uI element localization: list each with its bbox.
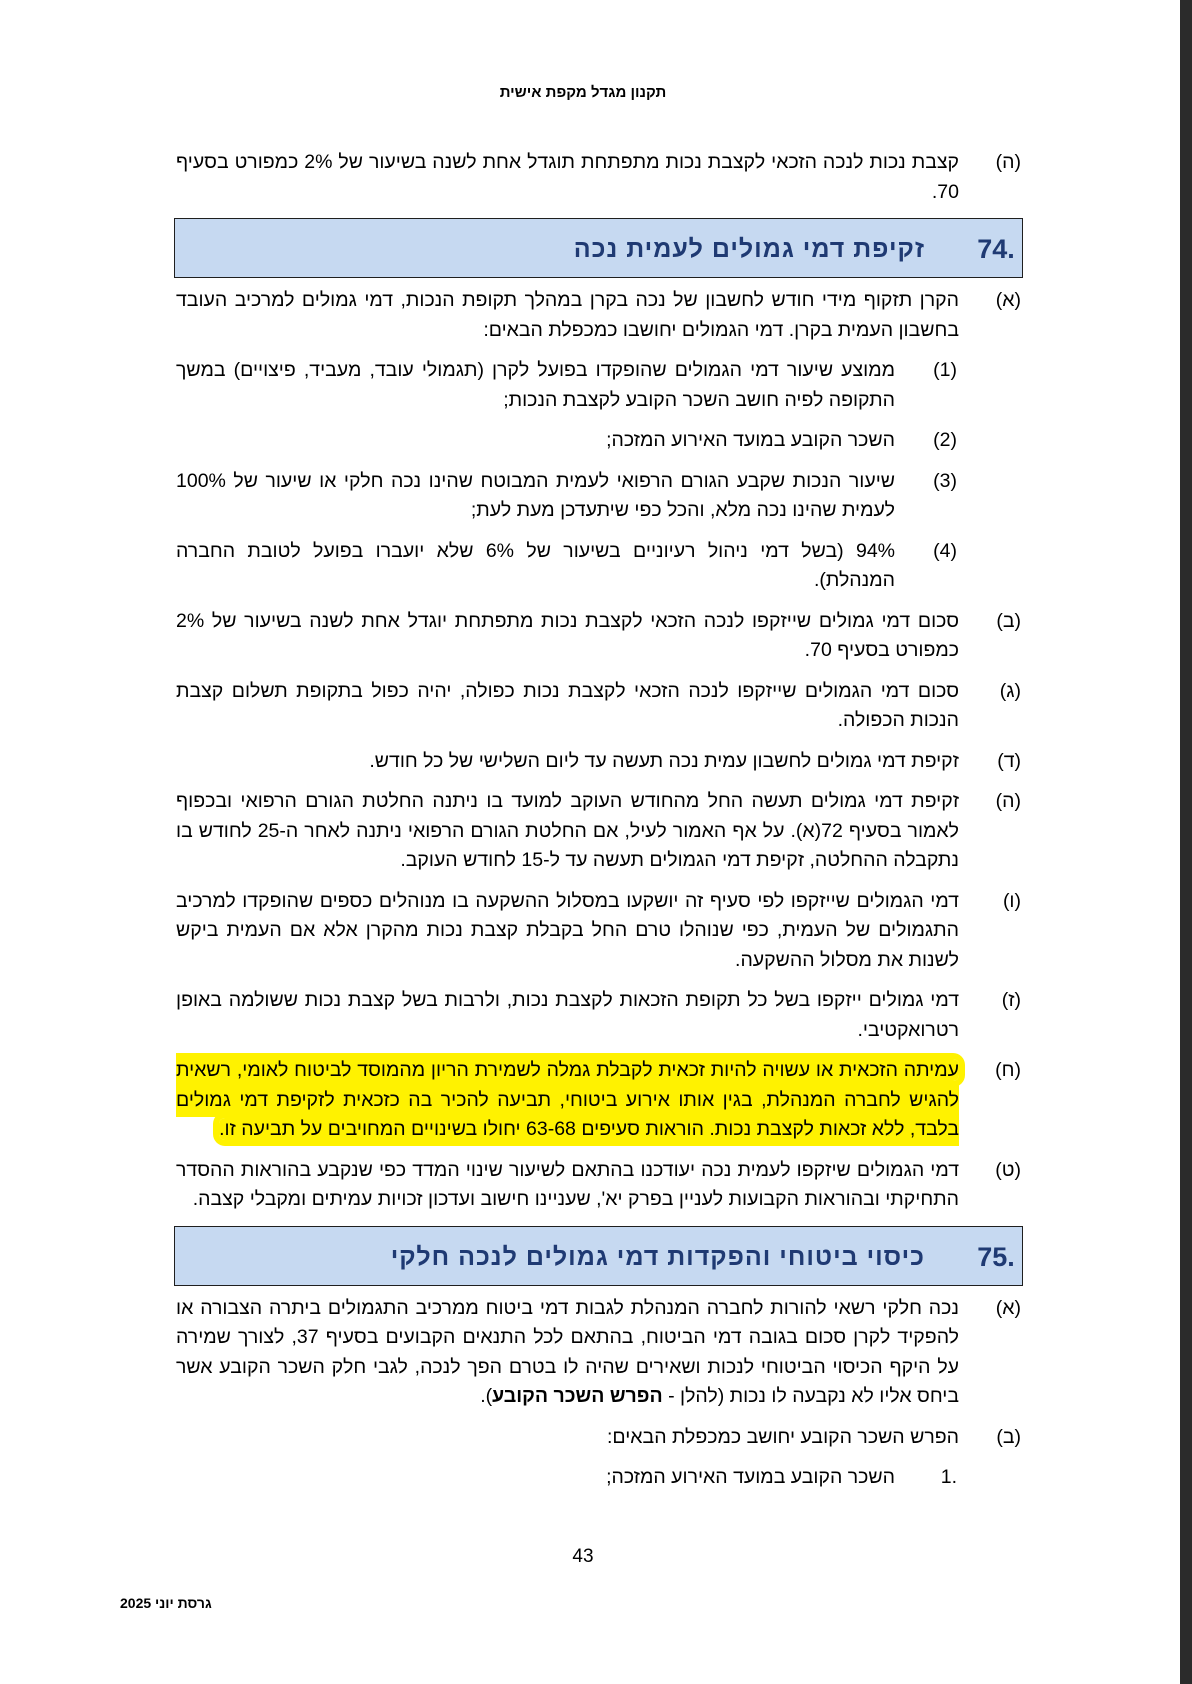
paragraph-74-g [176, 677, 1021, 736]
page-number: 43 [572, 1546, 594, 1567]
paragraph-label: (א) [995, 289, 1021, 311]
paragraph-text: נכה חלקי רשאי להורות לחברה המנהלת לגבות דמי ביטוח ממרכיב התגמולים ביתרה הצבורה או להפקיד לקרן סכום בגובה דמי הביטוח, בהתאם לכל התנאים הקבועים בסעיף 37, לצורך שמירה על היקף הכיסוי הביטוחי לנכות ושאירים שהיה לו בטרם הפך לנכה, לגבי חלק השכר הקובע אשר ביחס אליו לא נקבעה לו נכות (להלן - [176, 1296, 960, 1407]
paragraph-label: (ח) [995, 1059, 1021, 1081]
paragraph-text: השכר הקובע במועד האירוע המזכה; [606, 1466, 895, 1488]
page-header: תקנון מגדל מקפת אישית [499, 84, 667, 101]
paragraph-74-a-1 [176, 356, 1021, 415]
paragraph-text: שיעור הנכות שקבע הגורם הרפואי לעמית המבוטח שהינו נכה חלקי או שיעור של 100% לעמית שהינו נכה מלא, והכל כפי שיתעדכן מעת לעת; [176, 469, 895, 521]
paragraph-75-b-1 [176, 1463, 1021, 1493]
paragraph-label: (א) [995, 1296, 1021, 1319]
paragraph-label: (ז) [1001, 989, 1021, 1011]
window-edge [1180, 0, 1192, 1684]
paragraph-text: קצבת נכות לנכה הזכאי לקצבת נכות מתפתחת תוגדל אחת לשנה בשיעור של 2% כמפורט בסעיף 70. [176, 151, 959, 203]
paragraph-label: (3) [933, 469, 957, 492]
paragraph-text: זקיפת דמי גמולים לחשבון עמית נכה תעשה עד ליום השלישי של כל חודש. [369, 749, 959, 772]
paragraph-74-z [176, 986, 1021, 1045]
paragraph-text: ממוצע שיעור דמי הגמולים שהופקדו בפועל לקרן (תגמולי עובד, מעביד, פיצויים) במשך התקופה לפיה חושב השכר הקובע לקצבת הנכות; [176, 359, 895, 411]
paragraph-text-end: ). [480, 1385, 493, 1407]
section-title: כיסוי ביטוחי והפקדות דמי גמולים לנכה חלקי [390, 1242, 925, 1271]
paragraph-text: זקיפת דמי גמולים תעשה החל מהחודש העוקב למועד בו ניתנה החלטת הגורם הרפואי ובכפוף לאמור בסעיף 72(א). על אף האמור לעיל, אם החלטת הגורם הרפואי ניתנה לאחר ה-25 לחודש בו נתקבלה ההחלטה, זקיפת דמי הגמולים תעשה עד ל-15 לחודש העוקב. [176, 790, 959, 871]
section-75-heading [174, 1226, 1023, 1286]
paragraph-75-b [176, 1423, 1021, 1453]
paragraph-label: (ב) [996, 1425, 1021, 1448]
paragraph-74-a [176, 286, 1021, 345]
paragraph-label: (2) [933, 429, 957, 451]
paragraph-74-a-3 [176, 467, 1021, 526]
paragraph-label: (ד) [997, 749, 1021, 772]
paragraph-label: (ב) [996, 609, 1021, 632]
section-number: 75. [977, 1241, 1015, 1272]
section-title: זקיפת דמי גמולים לעמית נכה [573, 235, 925, 263]
paragraph-74-v [176, 887, 1021, 976]
paragraph-74-a-2 [176, 426, 1021, 456]
paragraph-74-b [176, 607, 1021, 666]
paragraph-text: דמי הגמולים שיזקפו לעמית נכה יעודכנו בהתאם לשיעור שינוי המדד כפי שנקבע בהוראות ההסדר התחיקתי ובהוראות הקבועות לעניין בפרק יא', שעניינו חישוב ועדכון זכויות עמיתים ומקבלי קצבה. [176, 1158, 959, 1210]
paragraph-text: השכר הקובע במועד האירוע המזכה; [606, 429, 895, 451]
paragraph-text: סכום דמי גמולים שייזקפו לנכה הזכאי לקצבת נכות מתפתחת יוגדל אחת לשנה בשיעור של 2% כמפורט בסעיף 70. [176, 609, 959, 661]
highlighted-text: עמיתה הזכאית או עשויה להיות זכאית לקבלת גמלה לשמירת הריון מהמוסד לביטוח לאומי, רשאית להגיש לחברה המנהלת, בגין אותו אירוע ביטוחי, תביעה להכיר בה כזכאית לזקיפת דמי גמולים בלבד, ללא זכאות לקצבת נכות. הוראות סעיפים 63-68 יחולו בשינויים המחויבים על תביעה זו. [176, 1059, 959, 1140]
paragraph-label: (ו) [1002, 889, 1021, 912]
paragraph-74-het-highlighted [176, 1056, 1021, 1145]
paragraph-label: .1 [940, 1466, 957, 1488]
paragraph-label: (1) [933, 359, 957, 381]
paragraph-label: (ג) [999, 679, 1021, 702]
paragraph-label: (ה) [995, 151, 1021, 173]
paragraph-text: סכום דמי הגמולים שייזקפו לנכה הזכאי לקצבת נכות כפולה, יהיה כפול בתקופת תשלום קצבת הנכות הכפולה. [176, 679, 959, 731]
paragraph-text: 94% (בשל דמי ניהול רעיוניים בשיעור של 6% שלא יועברו בפועל לטובת החברה המנהלת). [176, 539, 895, 591]
section-number: 74. [977, 234, 1015, 264]
paragraph-text: הקרן תזקוף מידי חודש לחשבון של נכה בקרן במהלך תקופת הנכות, דמי גמולים למרכיב העובד בחשבון העמית בקרן. דמי הגמולים יחושבו כמכפלת הבאים: [176, 289, 959, 341]
page-content [176, 148, 1021, 1504]
paragraph-text: דמי הגמולים שייזקפו לפי סעיף זה יושקעו במסלול ההשקעה בו מנוהלים כספים שהופקדו למרכיב התגמולים של העמית, כפי שנוהלו טרם החל בקבלת קצבת נכות מהקרן אלא אם העמית ביקש לשנות את מסלול ההשקעה. [176, 889, 959, 971]
version-footer: גרסת יוני 2025 [120, 1595, 212, 1611]
paragraph-74-d [176, 747, 1021, 777]
paragraph-label: (ה) [995, 790, 1021, 812]
paragraph-intro [176, 148, 1021, 207]
defined-term: הפרש השכר הקובע [492, 1385, 663, 1407]
paragraph-label: (4) [933, 539, 957, 562]
paragraph-74-a-4 [176, 537, 1021, 596]
paragraph-75-a [176, 1294, 1021, 1412]
paragraph-text: הפרש השכר הקובע יחושב כמכפלת הבאים: [606, 1425, 959, 1448]
paragraph-74-tet [176, 1156, 1021, 1215]
paragraph-label: (ט) [995, 1158, 1021, 1181]
paragraph-74-h [176, 787, 1021, 876]
section-74-heading [174, 218, 1023, 278]
paragraph-text: דמי גמולים ייזקפו בשל כל תקופת הזכאות לקצבת נכות, ולרבות בשל קצבת נכות ששולמה באופן רטרואקטיבי. [176, 989, 959, 1041]
